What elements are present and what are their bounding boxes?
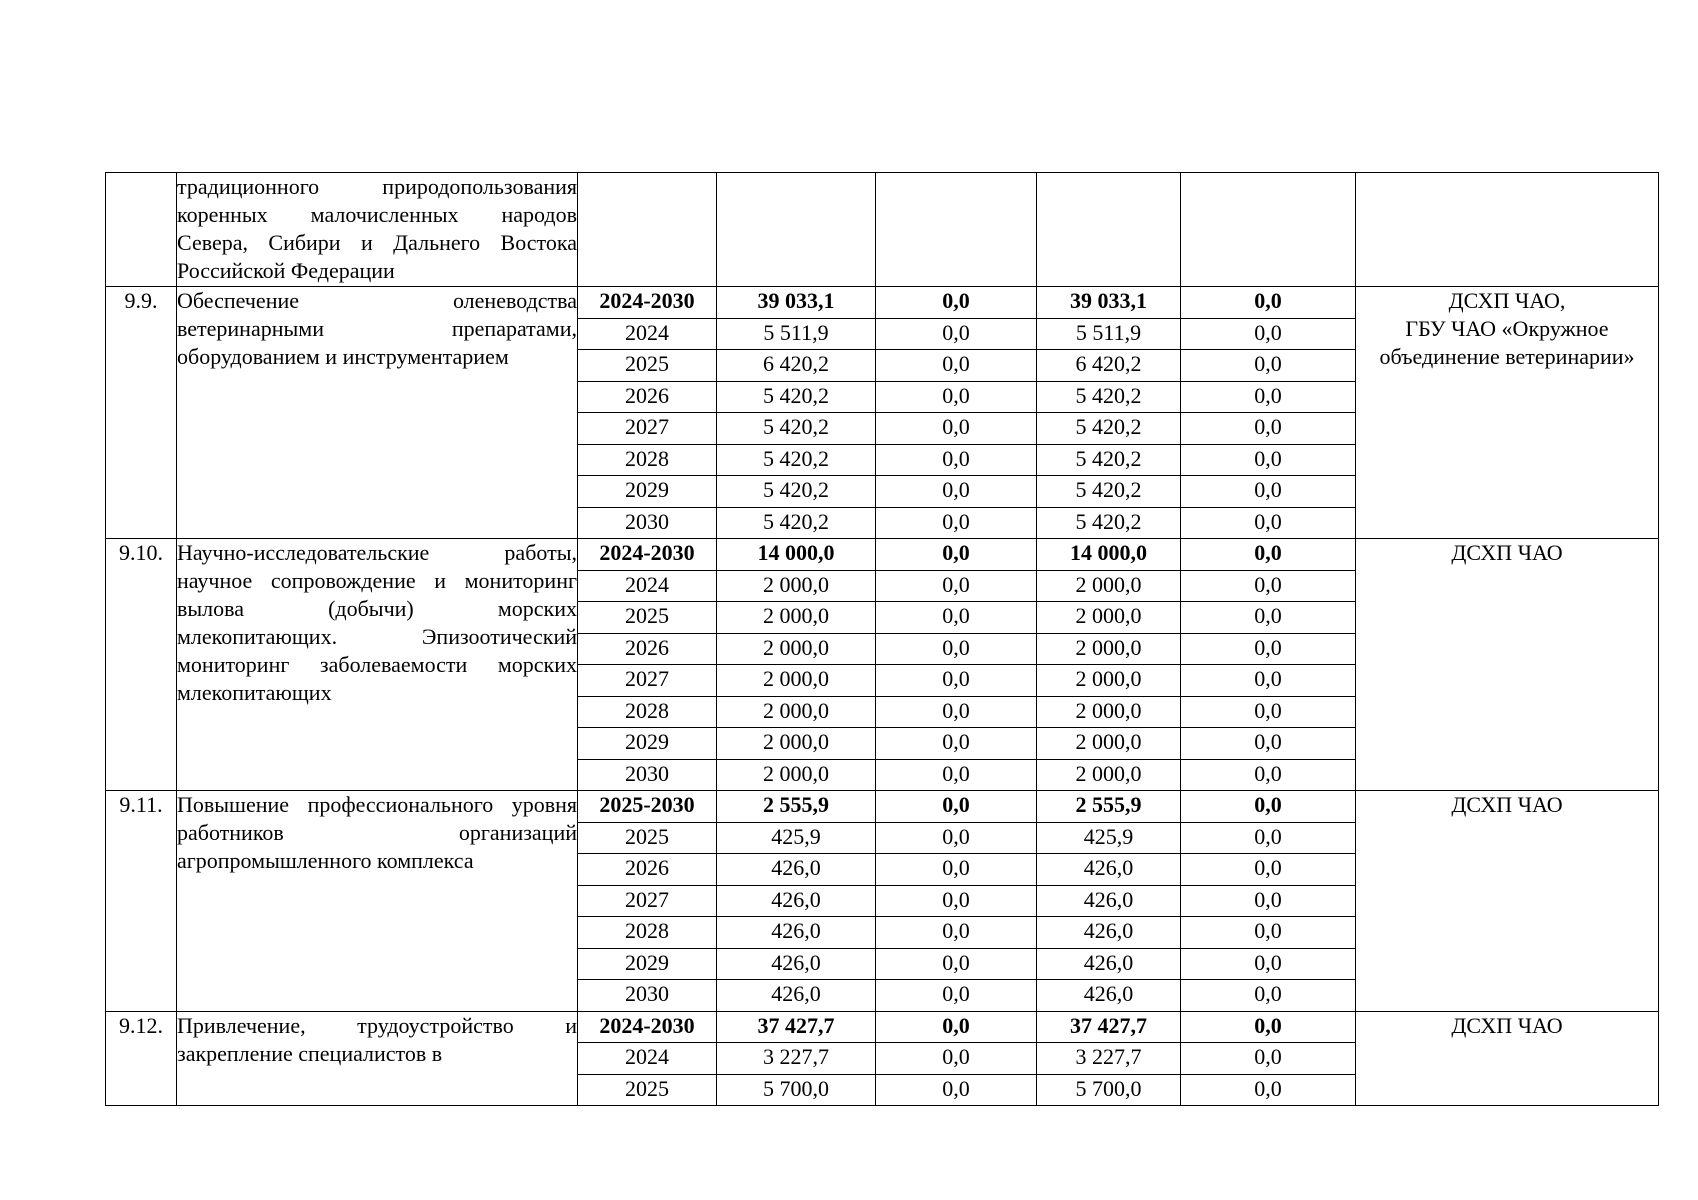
period-cell: 2030 [578,759,717,791]
value-cell: 0,0 [1181,633,1356,665]
value-cell: 0,0 [876,318,1037,350]
value-cell: 5 420,2 [1037,476,1181,508]
value-cell [1037,173,1181,287]
value-cell [876,173,1037,287]
value-cell: 0,0 [876,381,1037,413]
value-cell: 14 000,0 [1037,539,1181,571]
value-cell: 426,0 [1037,980,1181,1012]
total-cell: 2 000,0 [717,570,876,602]
table-row [106,539,1659,571]
period-cell: 2024-2030 [578,1011,717,1043]
period-cell: 2025 [578,822,717,854]
period-cell: 2029 [578,476,717,508]
value-cell: 0,0 [876,728,1037,760]
table-row [106,287,1659,319]
item-responsible [1356,539,1659,791]
value-cell: 0,0 [1181,759,1356,791]
responsible-cell [1356,173,1659,287]
item-number: 9.11. [106,791,177,1012]
value-cell: 0,0 [1181,728,1356,760]
value-cell: 0,0 [1181,696,1356,728]
value-cell: 2 000,0 [1037,759,1181,791]
value-cell: 425,9 [1037,822,1181,854]
value-cell: 2 000,0 [1037,633,1181,665]
period-cell: 2027 [578,665,717,697]
total-cell: 5 420,2 [717,507,876,539]
period-cell: 2025 [578,602,717,634]
value-cell: 0,0 [876,791,1037,823]
total-cell: 2 000,0 [717,759,876,791]
total-cell: 2 555,9 [717,791,876,823]
value-cell: 0,0 [876,1011,1037,1043]
total-cell: 39 033,1 [717,287,876,319]
total-cell: 3 227,7 [717,1043,876,1075]
value-cell: 0,0 [876,350,1037,382]
total-cell: 5 420,2 [717,381,876,413]
total-cell: 2 000,0 [717,602,876,634]
period-cell: 2024-2030 [578,539,717,571]
value-cell: 0,0 [876,476,1037,508]
total-cell: 5 700,0 [717,1074,876,1106]
value-cell: 0,0 [1181,507,1356,539]
period-cell: 2026 [578,633,717,665]
period-cell [578,173,717,287]
value-cell: 0,0 [876,980,1037,1012]
item-description: Обеспечение оленеводства ветеринарными препаратами, оборудованием и инструментарием [177,287,578,539]
value-cell: 0,0 [1181,791,1356,823]
value-cell: 0,0 [1181,350,1356,382]
item-description: Повышение профессионального уровня работников организаций агропромышленного комплекса [177,791,578,1012]
value-cell: 0,0 [876,696,1037,728]
value-cell: 426,0 [1037,885,1181,917]
total-cell: 426,0 [717,917,876,949]
value-cell: 0,0 [876,665,1037,697]
value-cell: 426,0 [1037,948,1181,980]
total-cell: 426,0 [717,980,876,1012]
period-cell: 2028 [578,917,717,949]
value-cell: 0,0 [876,759,1037,791]
value-cell: 0,0 [1181,1074,1356,1106]
period-cell: 2028 [578,444,717,476]
value-cell: 0,0 [876,1074,1037,1106]
period-cell: 2025-2030 [578,791,717,823]
value-cell: 0,0 [876,602,1037,634]
value-cell: 0,0 [1181,539,1356,571]
total-cell: 5 420,2 [717,476,876,508]
item-responsible [1356,1011,1659,1106]
value-cell: 0,0 [1181,1011,1356,1043]
period-cell: 2025 [578,350,717,382]
value-cell: 0,0 [876,854,1037,886]
value-cell: 0,0 [876,507,1037,539]
value-cell: 0,0 [876,885,1037,917]
value-cell: 0,0 [1181,948,1356,980]
total-cell: 37 427,7 [717,1011,876,1043]
value-cell: 0,0 [876,917,1037,949]
responsible-line: ДСХП ЧАО [1451,792,1563,817]
item-responsible [1356,287,1659,539]
total-cell: 426,0 [717,948,876,980]
value-cell: 426,0 [1037,854,1181,886]
item-number: 9.9. [106,287,177,539]
total-cell: 6 420,2 [717,350,876,382]
responsible-line: ДСХП ЧАО [1451,540,1563,565]
value-cell: 37 427,7 [1037,1011,1181,1043]
number-cell [106,173,177,287]
period-cell: 2027 [578,885,717,917]
value-cell: 2 000,0 [1037,728,1181,760]
period-cell: 2026 [578,854,717,886]
period-cell: 2028 [578,696,717,728]
item-number: 9.12. [106,1011,177,1106]
responsible-line: ДСХП ЧАО [1451,1012,1563,1038]
total-cell: 5 511,9 [717,318,876,350]
period-cell: 2027 [578,413,717,445]
total-cell: 14 000,0 [717,539,876,571]
value-cell: 0,0 [1181,917,1356,949]
value-cell: 5 420,2 [1037,381,1181,413]
value-cell: 0,0 [876,444,1037,476]
value-cell: 0,0 [1181,822,1356,854]
value-cell: 0,0 [1181,287,1356,319]
total-cell: 426,0 [717,854,876,886]
item-description: Научно-исследовательские работы, научное сопровождение и мониторинг вылова (добычи) морских млекопитающих. Эпизоотический мониторинг заболеваемости морских млекопитающих [177,539,578,791]
period-cell: 2024-2030 [578,287,717,319]
value-cell: 0,0 [876,633,1037,665]
value-cell: 3 227,7 [1037,1043,1181,1075]
value-cell: 0,0 [1181,570,1356,602]
value-cell: 0,0 [1181,413,1356,445]
item-number: 9.10. [106,539,177,791]
value-cell: 39 033,1 [1037,287,1181,319]
value-cell: 0,0 [876,948,1037,980]
value-cell: 0,0 [1181,444,1356,476]
value-cell: 0,0 [876,287,1037,319]
value-cell: 6 420,2 [1037,350,1181,382]
total-cell [717,173,876,287]
value-cell: 426,0 [1037,917,1181,949]
value-cell: 2 000,0 [1037,602,1181,634]
description-cell: традиционного природопользования коренных малочисленных народов Севера, Сибири и Дальнего Востока Российской Федерации [177,173,578,287]
value-cell: 2 555,9 [1037,791,1181,823]
value-cell: 0,0 [1181,476,1356,508]
responsible-line: ГБУ ЧАО «Окружное объединение ветеринарии» [1379,316,1635,369]
total-cell: 2 000,0 [717,633,876,665]
item-responsible [1356,791,1659,1012]
table-row [106,791,1659,823]
program-table [105,172,1659,1106]
table-body [106,173,1659,1106]
value-cell: 0,0 [1181,885,1356,917]
value-cell: 0,0 [1181,602,1356,634]
value-cell: 5 511,9 [1037,318,1181,350]
value-cell: 0,0 [1181,381,1356,413]
period-cell: 2024 [578,570,717,602]
period-cell: 2024 [578,318,717,350]
total-cell: 5 420,2 [717,413,876,445]
total-cell: 426,0 [717,885,876,917]
value-cell: 2 000,0 [1037,696,1181,728]
period-cell: 2030 [578,980,717,1012]
total-cell: 2 000,0 [717,696,876,728]
period-cell: 2029 [578,948,717,980]
value-cell: 2 000,0 [1037,570,1181,602]
value-cell: 0,0 [1181,318,1356,350]
table-row [106,1011,1659,1043]
total-cell: 2 000,0 [717,665,876,697]
period-cell: 2030 [578,507,717,539]
total-cell: 425,9 [717,822,876,854]
value-cell: 0,0 [1181,1043,1356,1075]
value-cell: 0,0 [876,539,1037,571]
item-description: Привлечение, трудоустройство и закрепление специалистов в [177,1011,578,1106]
value-cell: 0,0 [876,570,1037,602]
responsible-line: ДСХП ЧАО, [1448,288,1566,313]
total-cell: 5 420,2 [717,444,876,476]
value-cell: 2 000,0 [1037,665,1181,697]
period-cell: 2029 [578,728,717,760]
value-cell: 5 420,2 [1037,444,1181,476]
value-cell: 5 420,2 [1037,507,1181,539]
period-cell: 2026 [578,381,717,413]
table-row-continuation [106,173,1659,287]
period-cell: 2024 [578,1043,717,1075]
value-cell: 0,0 [876,413,1037,445]
value-cell: 5 420,2 [1037,413,1181,445]
value-cell: 0,0 [876,1043,1037,1075]
value-cell: 0,0 [1181,854,1356,886]
total-cell: 2 000,0 [717,728,876,760]
value-cell: 5 700,0 [1037,1074,1181,1106]
period-cell: 2025 [578,1074,717,1106]
value-cell: 0,0 [1181,980,1356,1012]
value-cell [1181,173,1356,287]
value-cell: 0,0 [876,822,1037,854]
value-cell: 0,0 [1181,665,1356,697]
